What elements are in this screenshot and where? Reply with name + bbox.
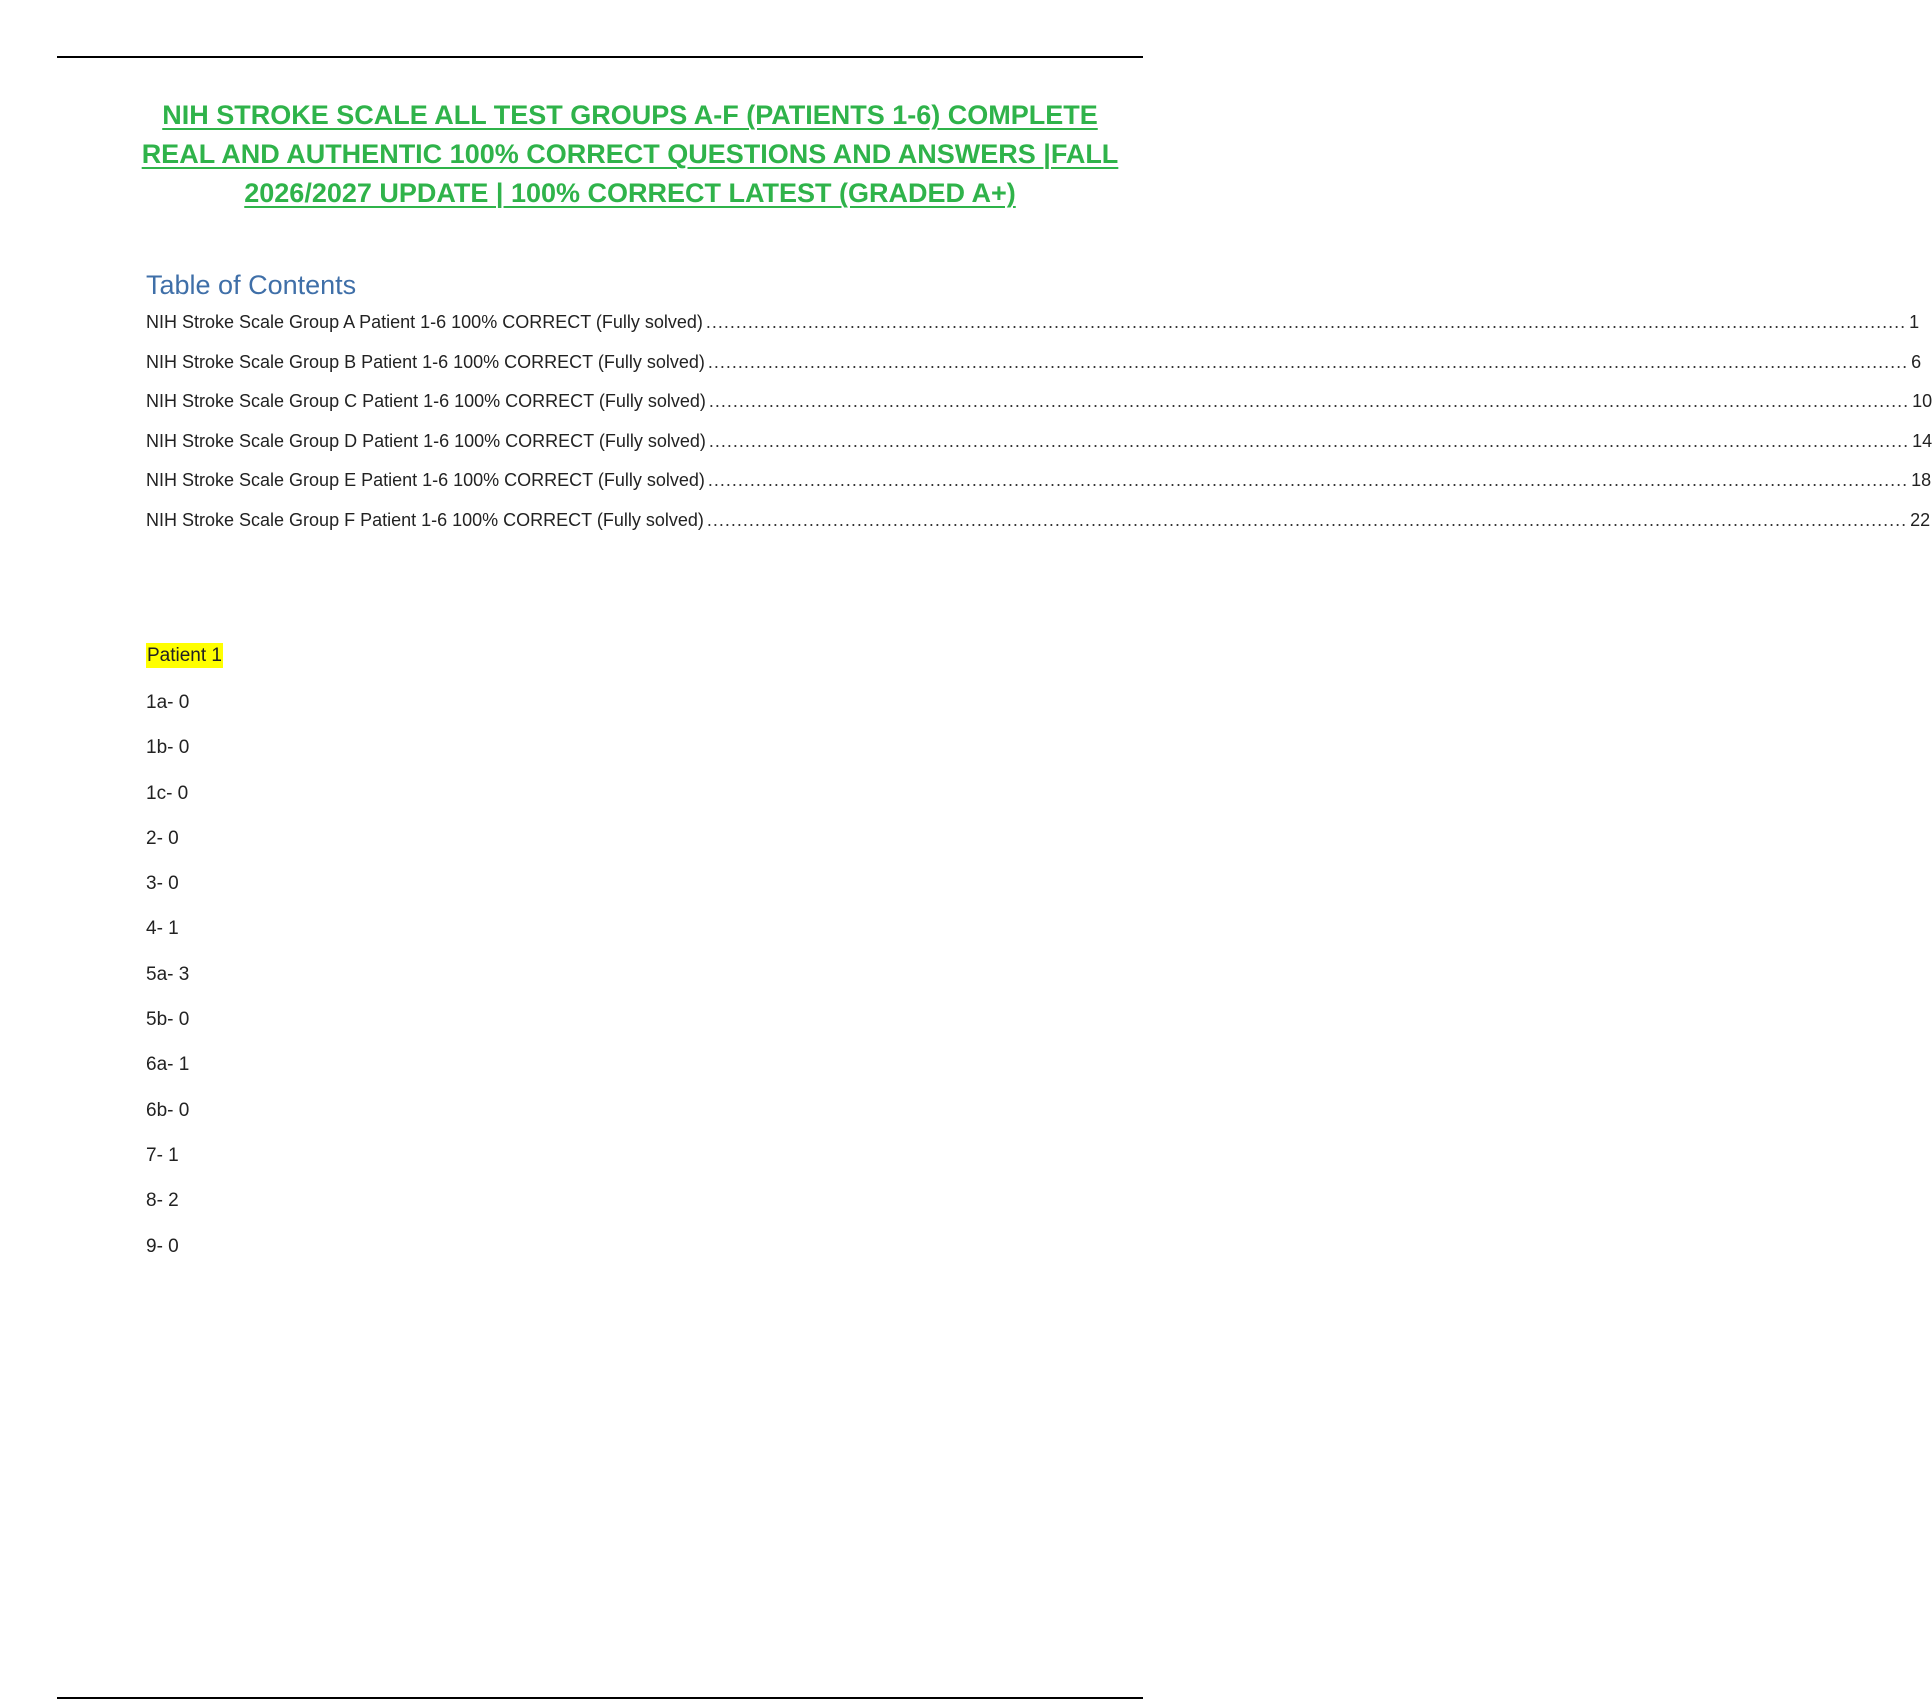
title-line-2: REAL AND AUTHENTIC 100% CORRECT QUESTIONS AND ANSWERS |FALL [141,139,1119,169]
toc-page-number: 6 [1911,351,1922,372]
document-title [120,96,1140,213]
answer-item: 3- 0 [146,873,179,895]
toc-heading: Table of Contents [146,270,357,300]
table-of-contents [146,307,1932,544]
toc-page-number: 14 [1912,430,1932,451]
answer-item: 1b- 0 [146,737,190,759]
toc-entry-group-a[interactable] [146,307,1920,347]
patient-heading-highlight: Patient 1 [147,645,222,666]
answer-item: 2- 0 [146,827,179,849]
toc-entry-group-d[interactable] [146,426,1932,466]
toc-entry-text: NIH Stroke Scale Group B Patient 1-6 100% CORRECT (Fully solved) [146,351,705,372]
toc-page-number: 10 [1912,391,1932,411]
toc-page-number: 18 [1911,470,1932,490]
answer-item: 1c- 0 [146,782,189,804]
toc-entry-group-f[interactable] [146,505,1931,545]
answer-item: 5b- 0 [146,1009,190,1031]
toc-leader-dots: ........................................................................................................................................................................................................ [706,509,1908,530]
toc-page-number: 22 [1910,509,1931,530]
answer-item: 5a- 3 [146,963,190,985]
toc-leader-dots: ........................................................................................................................................................................................................ [705,312,1907,332]
patient-heading [146,641,223,671]
toc-entry-group-e[interactable] [146,465,1932,505]
toc-entry-group-b[interactable] [146,347,1922,387]
answer-item: 6b- 0 [146,1099,190,1121]
toc-leader-dots: ........................................................................................................................................................................................................ [708,430,1910,451]
toc-leader-dots: ........................................................................................................................................................................................................ [707,351,1909,372]
toc-entry-text: NIH Stroke Scale Group A Patient 1-6 100% CORRECT (Fully solved) [146,312,703,332]
toc-leader-dots: ........................................................................................................................................................................................................ [708,391,1910,411]
title-line-1: NIH STROKE SCALE ALL TEST GROUPS A-F (PATIENTS 1-6) COMPLETE [162,100,1098,130]
toc-entry-text: NIH Stroke Scale Group C Patient 1-6 100% CORRECT (Fully solved) [146,391,706,411]
toc-entry-text: NIH Stroke Scale Group D Patient 1-6 100% CORRECT (Fully solved) [146,430,706,451]
toc-entry-text: NIH Stroke Scale Group E Patient 1-6 100% CORRECT (Fully solved) [146,470,705,490]
answer-item: 8- 2 [146,1190,179,1212]
toc-entry-group-c[interactable] [146,386,1932,426]
answer-item: 4- 1 [146,918,179,940]
toc-entry-text: NIH Stroke Scale Group F Patient 1-6 100% CORRECT (Fully solved) [146,509,704,530]
toc-page-number: 1 [1909,312,1920,332]
answer-item: 1a- 0 [146,692,190,713]
title-line-3: 2026/2027 UPDATE | 100% CORRECT LATEST (GRADED A+) [244,178,1016,208]
top-rule [57,56,1143,58]
answer-item: 9- 0 [146,1235,179,1257]
answer-item: 6a- 1 [146,1054,190,1076]
answer-item: 7- 1 [146,1144,179,1166]
bottom-rule [57,1697,1143,1699]
toc-leader-dots: ........................................................................................................................................................................................................ [707,470,1909,490]
answer-list [146,690,189,1279]
